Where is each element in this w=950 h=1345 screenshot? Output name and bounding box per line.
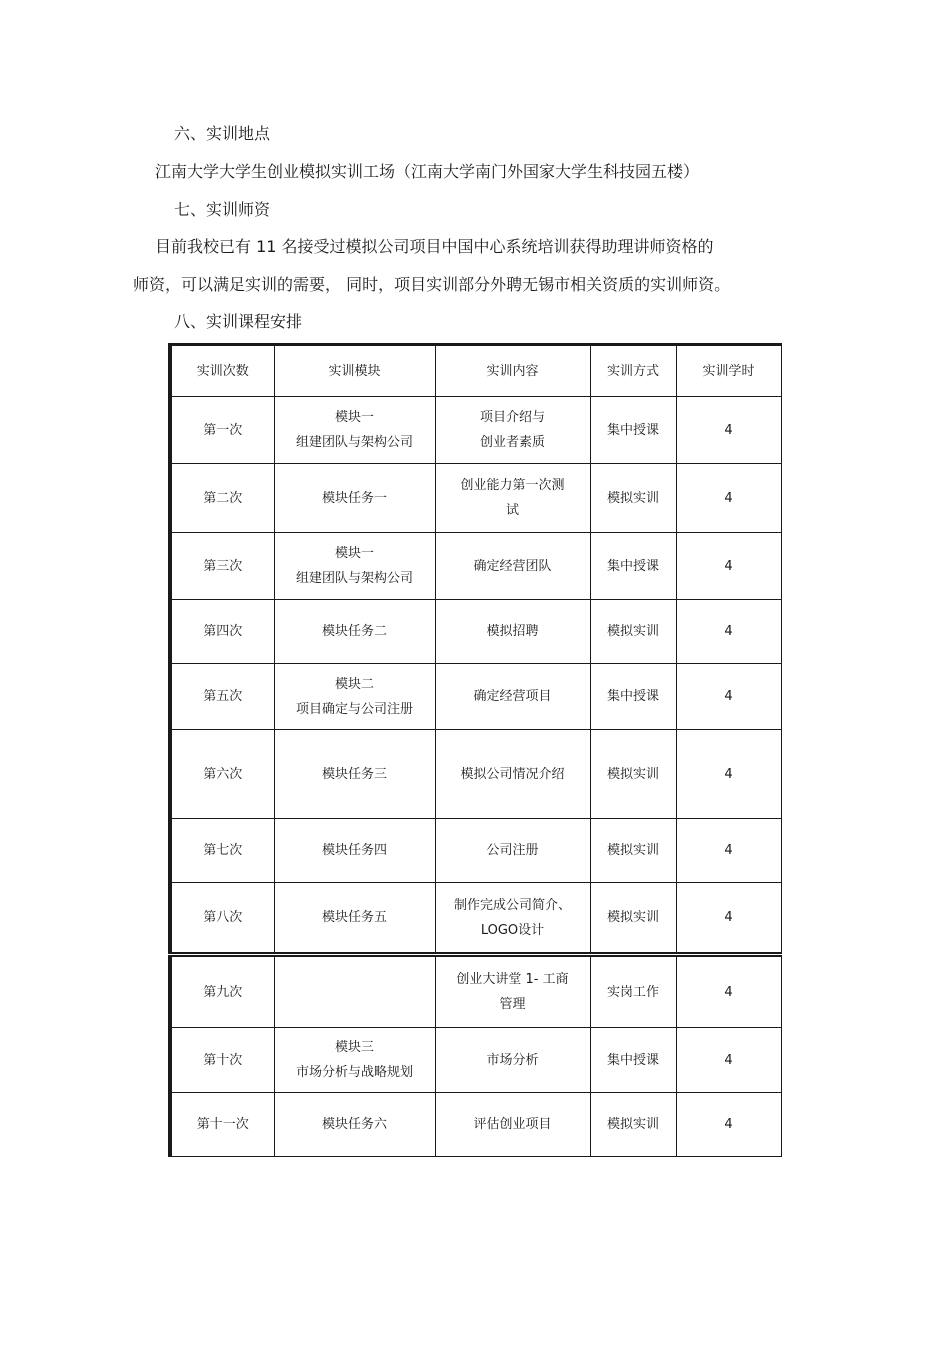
- section-7-text-line2: 师资，可以满足实训的需要， 同时，项目实训部分外聘无锡市相关资质的实训师资。: [133, 275, 731, 294]
- cell-method: 模拟实训: [590, 1093, 676, 1157]
- cell-content: [435, 730, 590, 819]
- cell-method: 模拟实训: [590, 819, 676, 883]
- cell-module-line: 模块任务五: [321, 910, 387, 925]
- cell-hours: 4: [676, 819, 781, 883]
- cell-session: 第六次: [170, 730, 274, 819]
- cell-content-line: 管理: [499, 997, 526, 1012]
- cell-session: 第二次: [170, 464, 274, 533]
- table-row: [170, 1028, 781, 1093]
- cell-method: 集中授课: [590, 664, 676, 730]
- cell-content-line: 评估创业项目: [473, 1117, 552, 1132]
- table-row: [170, 730, 781, 819]
- cell-module: [274, 397, 435, 464]
- cell-session: 第十次: [170, 1028, 274, 1093]
- cell-module-line: 项目确定与公司注册: [295, 701, 413, 717]
- cell-content-line: 确定经营团队: [473, 558, 552, 574]
- cell-hours: 4: [676, 600, 781, 664]
- cell-method: 集中授课: [590, 533, 676, 600]
- section-7-text-line1: 目前我校已有 11 名接受过模拟公司项目中国中心系统培训获得助理讲师资格的: [155, 237, 714, 256]
- cell-content: [435, 1028, 590, 1093]
- cell-session: 第九次: [170, 955, 274, 1028]
- cell-session: 第八次: [170, 883, 274, 955]
- table-header-row: [170, 345, 781, 397]
- header-method: 实训方式: [590, 345, 676, 397]
- cell-method: 模拟实训: [590, 464, 676, 533]
- cell-module: [274, 819, 435, 883]
- cell-module: [274, 1028, 435, 1093]
- cell-session: 第十一次: [170, 1093, 274, 1157]
- cell-content-line: 创业大讲堂 1- 工商: [456, 972, 569, 987]
- cell-content-line: 公司注册: [486, 843, 539, 858]
- cell-module: [274, 955, 435, 1028]
- cell-content-line: 模拟招聘: [486, 624, 539, 639]
- cell-hours: 4: [676, 664, 781, 730]
- cell-session: 第一次: [170, 397, 274, 464]
- cell-session: 第五次: [170, 664, 274, 730]
- cell-content-line: 试: [505, 503, 519, 518]
- cell-module-line: 模块任务二: [321, 624, 387, 639]
- cell-module-line: 市场分析与战略规划: [295, 1065, 413, 1080]
- cell-content-line: 创业者素质: [479, 435, 545, 450]
- cell-hours: 4: [676, 1093, 781, 1157]
- cell-method: 实岗工作: [590, 955, 676, 1028]
- cell-content-line: 项目介绍与: [479, 410, 545, 425]
- cell-content-line: 确定经营项目: [473, 689, 552, 704]
- section-6-heading: 六、实训地点: [174, 124, 271, 143]
- cell-content: [435, 464, 590, 533]
- cell-method: 模拟实训: [590, 600, 676, 664]
- cell-module-line: 模块任务三: [321, 766, 387, 782]
- cell-module: [274, 1093, 435, 1157]
- cell-content: [435, 883, 590, 955]
- cell-hours: 4: [676, 464, 781, 533]
- cell-module-line: 模块一: [334, 546, 374, 561]
- section-8-heading: 八、实训课程安排: [174, 312, 303, 331]
- cell-method: 模拟实训: [590, 730, 676, 819]
- cell-method: 集中授课: [590, 1028, 676, 1093]
- table-row: [170, 664, 781, 730]
- cell-session: 第三次: [170, 533, 274, 600]
- cell-hours: 4: [676, 1028, 781, 1093]
- schedule-table: [168, 343, 782, 1157]
- cell-module: [274, 664, 435, 730]
- table-row: [170, 819, 781, 883]
- cell-module: [274, 730, 435, 819]
- cell-method: 集中授课: [590, 397, 676, 464]
- header-session: 实训次数: [170, 345, 274, 397]
- section-7-heading: 七、实训师资: [174, 200, 271, 219]
- cell-module-line: 组建团队与架构公司: [295, 435, 413, 450]
- cell-content-line: LOGO设计: [480, 922, 545, 938]
- cell-hours: 4: [676, 955, 781, 1028]
- cell-method: 模拟实训: [590, 883, 676, 955]
- cell-content-line: 模拟公司情况介绍: [460, 766, 565, 782]
- cell-module: [274, 533, 435, 600]
- cell-module-line: 模块一: [334, 410, 374, 425]
- cell-content-line: 创业能力第一次测: [460, 478, 565, 493]
- schedule-table-body: [170, 345, 781, 1157]
- cell-content: [435, 1093, 590, 1157]
- cell-hours: 4: [676, 533, 781, 600]
- cell-module-line: 模块三: [334, 1040, 374, 1055]
- cell-session: 第四次: [170, 600, 274, 664]
- table-row: [170, 955, 781, 1028]
- cell-session: 第七次: [170, 819, 274, 883]
- section-6-text: 江南大学大学生创业模拟实训工场（江南大学南门外国家大学生科技园五楼）: [155, 162, 700, 181]
- cell-module-line: 组建团队与架构公司: [295, 571, 413, 586]
- table-row: [170, 883, 781, 955]
- cell-content: [435, 819, 590, 883]
- cell-hours: 4: [676, 883, 781, 955]
- cell-module-line: 模块任务六: [321, 1117, 387, 1132]
- header-module: 实训模块: [274, 345, 435, 397]
- cell-content: [435, 600, 590, 664]
- cell-module-line: 模块任务一: [321, 490, 387, 506]
- cell-hours: 4: [676, 730, 781, 819]
- cell-hours: 4: [676, 397, 781, 464]
- cell-content: [435, 664, 590, 730]
- table-row: [170, 464, 781, 533]
- header-hours: 实训学时: [676, 345, 781, 397]
- cell-content: [435, 397, 590, 464]
- cell-module: [274, 883, 435, 955]
- table-row: [170, 397, 781, 464]
- cell-content-line: 市场分析: [486, 1052, 539, 1068]
- cell-module-line: 模块二: [334, 676, 374, 692]
- cell-module: [274, 600, 435, 664]
- table-row: [170, 600, 781, 664]
- header-content: 实训内容: [435, 345, 590, 397]
- cell-content: [435, 533, 590, 600]
- cell-content-line: 制作完成公司简介、: [453, 897, 571, 913]
- cell-module-line: 模块任务四: [321, 843, 387, 858]
- table-row: [170, 533, 781, 600]
- cell-module: [274, 464, 435, 533]
- cell-content: [435, 955, 590, 1028]
- table-row: [170, 1093, 781, 1157]
